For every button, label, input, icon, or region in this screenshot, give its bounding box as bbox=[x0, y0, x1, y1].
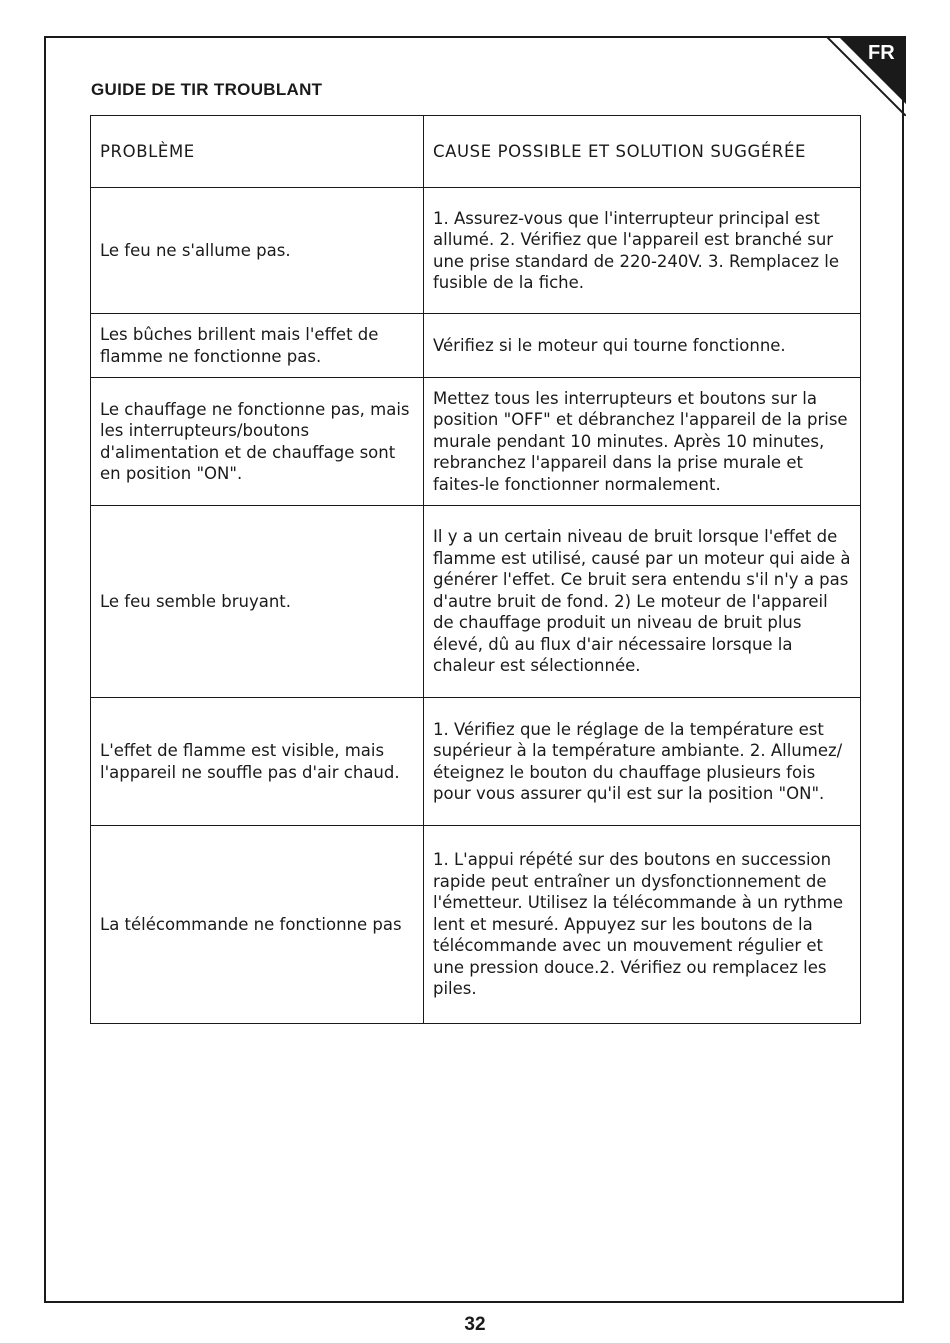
table-header-row bbox=[91, 116, 861, 188]
problem-cell: Le feu ne s'allume pas. bbox=[91, 188, 424, 314]
solution-cell: 1. Assurez-vous que l'interrupteur principal est allumé. 2. Vérifiez que l'appareil est branché sur une prise standard de 220-240V. 3. Remplacez le fusible de la fiche. bbox=[424, 188, 861, 314]
page-title: GUIDE DE TIR TROUBLANT bbox=[91, 80, 323, 99]
table-row bbox=[91, 506, 861, 698]
table-row bbox=[91, 378, 861, 506]
table-row bbox=[91, 314, 861, 378]
problem-cell: La télécommande ne fonctionne pas bbox=[91, 826, 424, 1024]
table-row bbox=[91, 188, 861, 314]
table-row bbox=[91, 826, 861, 1024]
language-label: FR bbox=[868, 42, 895, 64]
solution-cell: 1. Vérifiez que le réglage de la température est supérieur à la température ambiante. 2. Allumez/éteignez le bouton du chauffage plusieurs fois pour vous assurer qu'il est sur la position "ON". bbox=[424, 698, 861, 826]
troubleshooting-table bbox=[90, 115, 861, 1024]
problem-cell: Les bûches brillent mais l'effet de flamme ne fonctionne pas. bbox=[91, 314, 424, 378]
table-row bbox=[91, 698, 861, 826]
solution-cell: Vérifiez si le moteur qui tourne fonctionne. bbox=[424, 314, 861, 378]
header-problem: PROBLÈME bbox=[91, 116, 424, 188]
page-number: 32 bbox=[464, 1314, 486, 1335]
problem-cell: Le chauffage ne fonctionne pas, mais les interrupteurs/boutons d'alimentation et de chauffage sont en position "ON". bbox=[91, 378, 424, 506]
solution-cell: Mettez tous les interrupteurs et boutons sur la position "OFF" et débranchez l'appareil de la prise murale pendant 10 minutes. Après 10 minutes, rebranchez l'appareil dans la prise murale et faites-le fonctionner normalement. bbox=[424, 378, 861, 506]
solution-cell: Il y a un certain niveau de bruit lorsque l'effet de flamme est utilisé, causé par un moteur qui aide à générer l'effet. Ce bruit sera entendu s'il n'y a pas d'autre bruit de fond. 2) Le moteur de l'appareil de chauffage produit un niveau de bruit plus élevé, dû au flux d'air nécessaire lorsque la chaleur est sélectionnée. bbox=[424, 506, 861, 698]
header-cause-solution: CAUSE POSSIBLE ET SOLUTION SUGGÉRÉE bbox=[424, 116, 861, 188]
problem-cell: Le feu semble bruyant. bbox=[91, 506, 424, 698]
problem-cell: L'effet de flamme est visible, mais l'appareil ne souffle pas d'air chaud. bbox=[91, 698, 424, 826]
solution-cell: 1. L'appui répété sur des boutons en succession rapide peut entraîner un dysfonctionnement de l'émetteur. Utilisez la télécommande à un rythme lent et mesuré. Appuyez sur les boutons de la télécommande avec un mouvement régulier et une pression douce.2. Vérifiez ou remplacez les piles. bbox=[424, 826, 861, 1024]
